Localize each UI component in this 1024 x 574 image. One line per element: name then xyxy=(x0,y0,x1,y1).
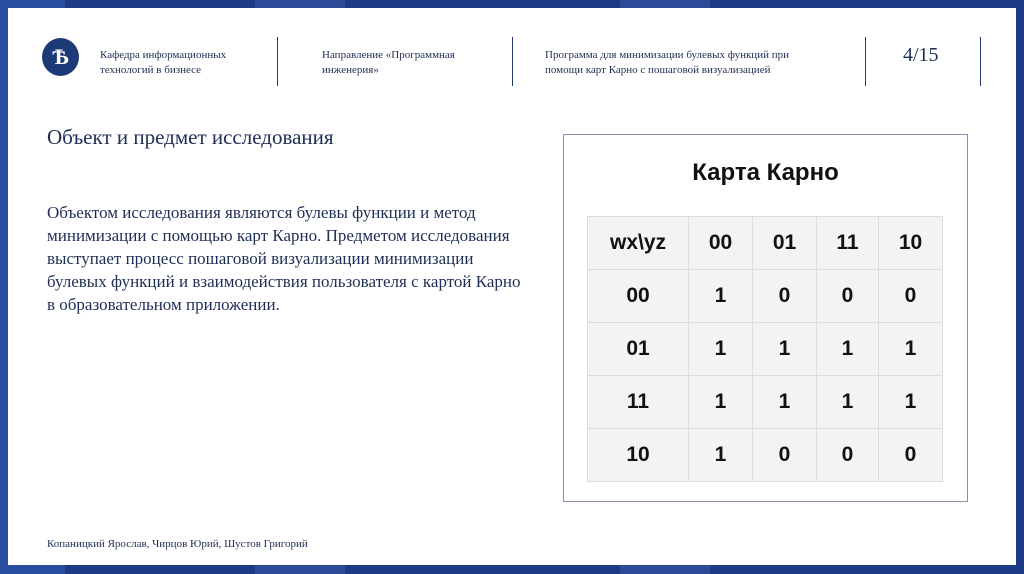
kmap-cell: 0 xyxy=(879,429,943,482)
divider xyxy=(277,37,278,86)
kmap-cell: 1 xyxy=(817,323,879,376)
kmap-cell: 0 xyxy=(817,270,879,323)
kmap-cell: 1 xyxy=(879,376,943,429)
department-label: Кафедра информационных технологий в бизнесе xyxy=(100,49,227,76)
karnaugh-map-figure xyxy=(563,134,968,502)
kmap-cell: 1 xyxy=(689,376,753,429)
divider xyxy=(865,37,866,86)
kmap-cell: 1 xyxy=(817,376,879,429)
program-label: Программа для минимизации булевых функций при помощи карт Карно с пошаговой визуализацией xyxy=(545,49,789,76)
direction-label: Направление «Программная инженерия» xyxy=(322,49,455,76)
kmap-row-header: 10 xyxy=(588,429,689,482)
kmap-cell: 1 xyxy=(689,429,753,482)
kmap-table xyxy=(587,216,943,482)
kmap-cell: 0 xyxy=(753,429,817,482)
kmap-row-header: 00 xyxy=(588,270,689,323)
page-number: 4/15 xyxy=(903,44,939,66)
kmap-row xyxy=(588,270,943,323)
kmap-cell: 1 xyxy=(753,376,817,429)
kmap-cell: 0 xyxy=(753,270,817,323)
authors: Копаницкий Ярослав, Чирцов Юрий, Шустов Григорий xyxy=(47,538,308,550)
divider xyxy=(980,37,981,86)
kmap-corner: wx\yz xyxy=(588,217,689,270)
kmap-col-header: 11 xyxy=(817,217,879,270)
kmap-cell: 1 xyxy=(753,323,817,376)
kmap-cell: 0 xyxy=(879,270,943,323)
kmap-cell: 1 xyxy=(689,323,753,376)
divider xyxy=(512,37,513,86)
kmap-row xyxy=(588,429,943,482)
kmap-col-header: 00 xyxy=(689,217,753,270)
kmap-cell: 0 xyxy=(817,429,879,482)
body-text: Объектом исследования являются булевы функции и метод минимизации с помощью карт Карно. Предметом исследования выступает процесс пошаговой визуализации минимизации булевых функций и взаимодействия пользователя с картой Карно в образовательном приложении. xyxy=(47,203,521,314)
kmap-col-header: 01 xyxy=(753,217,817,270)
kmap-title: Карта Карно xyxy=(692,159,839,186)
kmap-row-header: 01 xyxy=(588,323,689,376)
kmap-col-header: 10 xyxy=(879,217,943,270)
kmap-cell: 1 xyxy=(689,270,753,323)
kmap-row xyxy=(588,376,943,429)
kmap-cell: 1 xyxy=(879,323,943,376)
university-logo: Ѣ xyxy=(42,38,79,76)
slide-title: Объект и предмет исследования xyxy=(47,125,334,149)
kmap-row-header: 11 xyxy=(588,376,689,429)
kmap-row xyxy=(588,323,943,376)
